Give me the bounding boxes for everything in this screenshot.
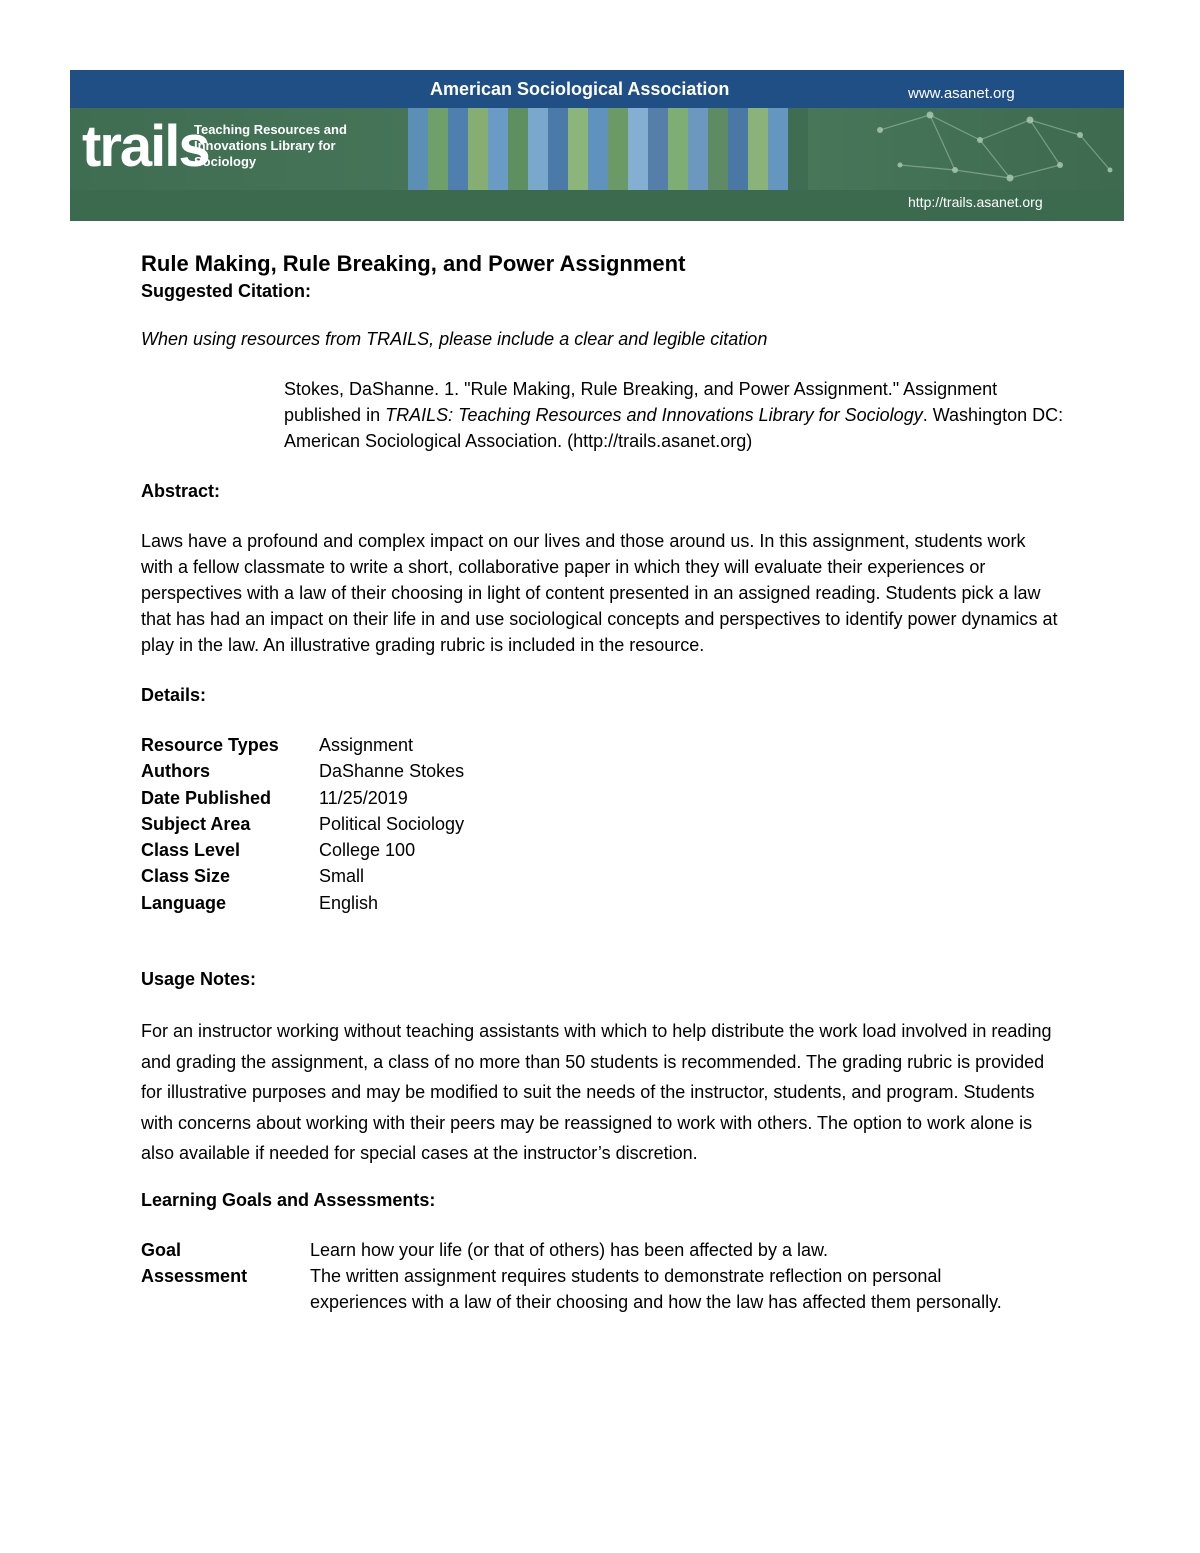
- banner-stripe: [508, 108, 528, 190]
- learning-goals-table: [141, 1237, 1061, 1315]
- banner-stripe: [448, 108, 468, 190]
- citation-journal: TRAILS: Teaching Resources and Innovations Library for Sociology: [385, 405, 923, 425]
- details-label: Language: [141, 892, 227, 913]
- document-content: [141, 250, 1064, 1315]
- abstract-text: Laws have a profound and complex impact on our lives and those around us. In this assignment, students work with a fellow classmate to write a short, collaborative paper in which they will evaluate their experiences or perspectives with a law of their choosing in light of content presented in an assigned reading. Students pick a law that has had an impact on their life in and use sociological concepts and perspectives to identify power dynamics at play in the law. An illustrative grading rubric is included in the resource.: [141, 531, 1058, 655]
- usage-notes-text: For an instructor working without teaching assistants with which to help distribute the work load involved in reading and grading the assignment, a class of no more than 50 students is recommended. The grading rubric is provided for illustrative purposes and may be modified to suit the needs of the instructor, students, and program. Students with concerns about working with their peers may be reassigned to work with others. The option to work alone is also available if needed for special cases at the instructor’s discretion.: [141, 1021, 1052, 1164]
- assessment-label: Assessment: [141, 1265, 248, 1286]
- details-row: [141, 811, 1061, 837]
- goal-label: Goal: [141, 1239, 182, 1260]
- banner-stripe: [788, 108, 808, 190]
- details-heading: Details:: [141, 685, 207, 705]
- citation-text: [284, 376, 1064, 454]
- banner-stripe: [688, 108, 708, 190]
- abstract-heading: Abstract:: [141, 481, 221, 501]
- details-label: Class Size: [141, 866, 231, 887]
- banner-stripe: [548, 108, 568, 190]
- banner-stripe: [748, 108, 768, 190]
- banner-stripe: [428, 108, 448, 190]
- banner-stripe: [648, 108, 668, 190]
- details-value: Small: [319, 866, 365, 887]
- details-row: [141, 863, 1061, 889]
- citation-note: When using resources from TRAILS, please include a clear and legible citation: [141, 329, 768, 349]
- details-value: DaShanne Stokes: [319, 761, 465, 782]
- details-row: [141, 732, 1061, 758]
- banner-stripe: [588, 108, 608, 190]
- banner-stripe: [668, 108, 688, 190]
- details-value: Political Sociology: [319, 813, 465, 834]
- banner-stripe: [628, 108, 648, 190]
- banner-stripe: [608, 108, 628, 190]
- page-title: Rule Making, Rule Breaking, and Power Assignment: [141, 251, 686, 276]
- details-value: College 100: [319, 840, 416, 861]
- goal-text: Learn how your life (or that of others) has been affected by a law.: [310, 1239, 828, 1260]
- assessment-text: The written assignment requires students to demonstrate reflection on personal experiences with a law of their choosing and how the law has affected them personally.: [310, 1265, 1002, 1312]
- suggested-citation-label: Suggested Citation:: [141, 281, 311, 301]
- banner-stripe: [568, 108, 588, 190]
- details-row: [141, 890, 1061, 916]
- details-label: Date Published: [141, 787, 272, 808]
- details-label: Resource Types: [141, 735, 279, 755]
- banner-stripe: [468, 108, 488, 190]
- citation-part-1: Stokes, DaShanne. 1. "Rule Making, Rule Breaking, and Power Assignment." Assignment published in: [284, 379, 998, 425]
- org-url-link[interactable]: www.asanet.org: [908, 85, 1015, 102]
- details-row: [141, 837, 1061, 863]
- details-value: Assignment: [319, 735, 414, 755]
- banner-stripe: [408, 108, 428, 190]
- details-label: Class Level: [141, 840, 241, 861]
- citation-part-2: . Washington DC: American Sociological Association. (http://trails.asanet.org): [284, 405, 1064, 451]
- goals-row: [141, 1237, 1061, 1263]
- learning-goals-heading: Learning Goals and Assessments:: [141, 1189, 436, 1210]
- details-value: 11/25/2019: [319, 787, 408, 808]
- details-label: Authors: [141, 761, 210, 782]
- banner-color-stripes: [408, 108, 808, 190]
- trails-url-link[interactable]: http://trails.asanet.org: [908, 194, 1043, 210]
- banner-stripe: [488, 108, 508, 190]
- trails-logo-tagline: Teaching Resources and Innovations Library for Sociology: [194, 122, 347, 169]
- details-row: [141, 785, 1061, 811]
- banner-stripe: [708, 108, 728, 190]
- banner-stripe: [528, 108, 548, 190]
- banner-stripe: [768, 108, 788, 190]
- trails-banner: [70, 70, 1124, 221]
- trails-logo: trails: [82, 114, 209, 179]
- details-value: English: [319, 892, 379, 913]
- details-row: [141, 758, 1061, 784]
- usage-notes-heading: Usage Notes:: [141, 969, 257, 990]
- goals-row: [141, 1263, 1061, 1315]
- banner-stripe: [728, 108, 748, 190]
- details-label: Subject Area: [141, 813, 251, 834]
- details-table: [141, 732, 1061, 916]
- org-name: American Sociological Association: [430, 79, 730, 99]
